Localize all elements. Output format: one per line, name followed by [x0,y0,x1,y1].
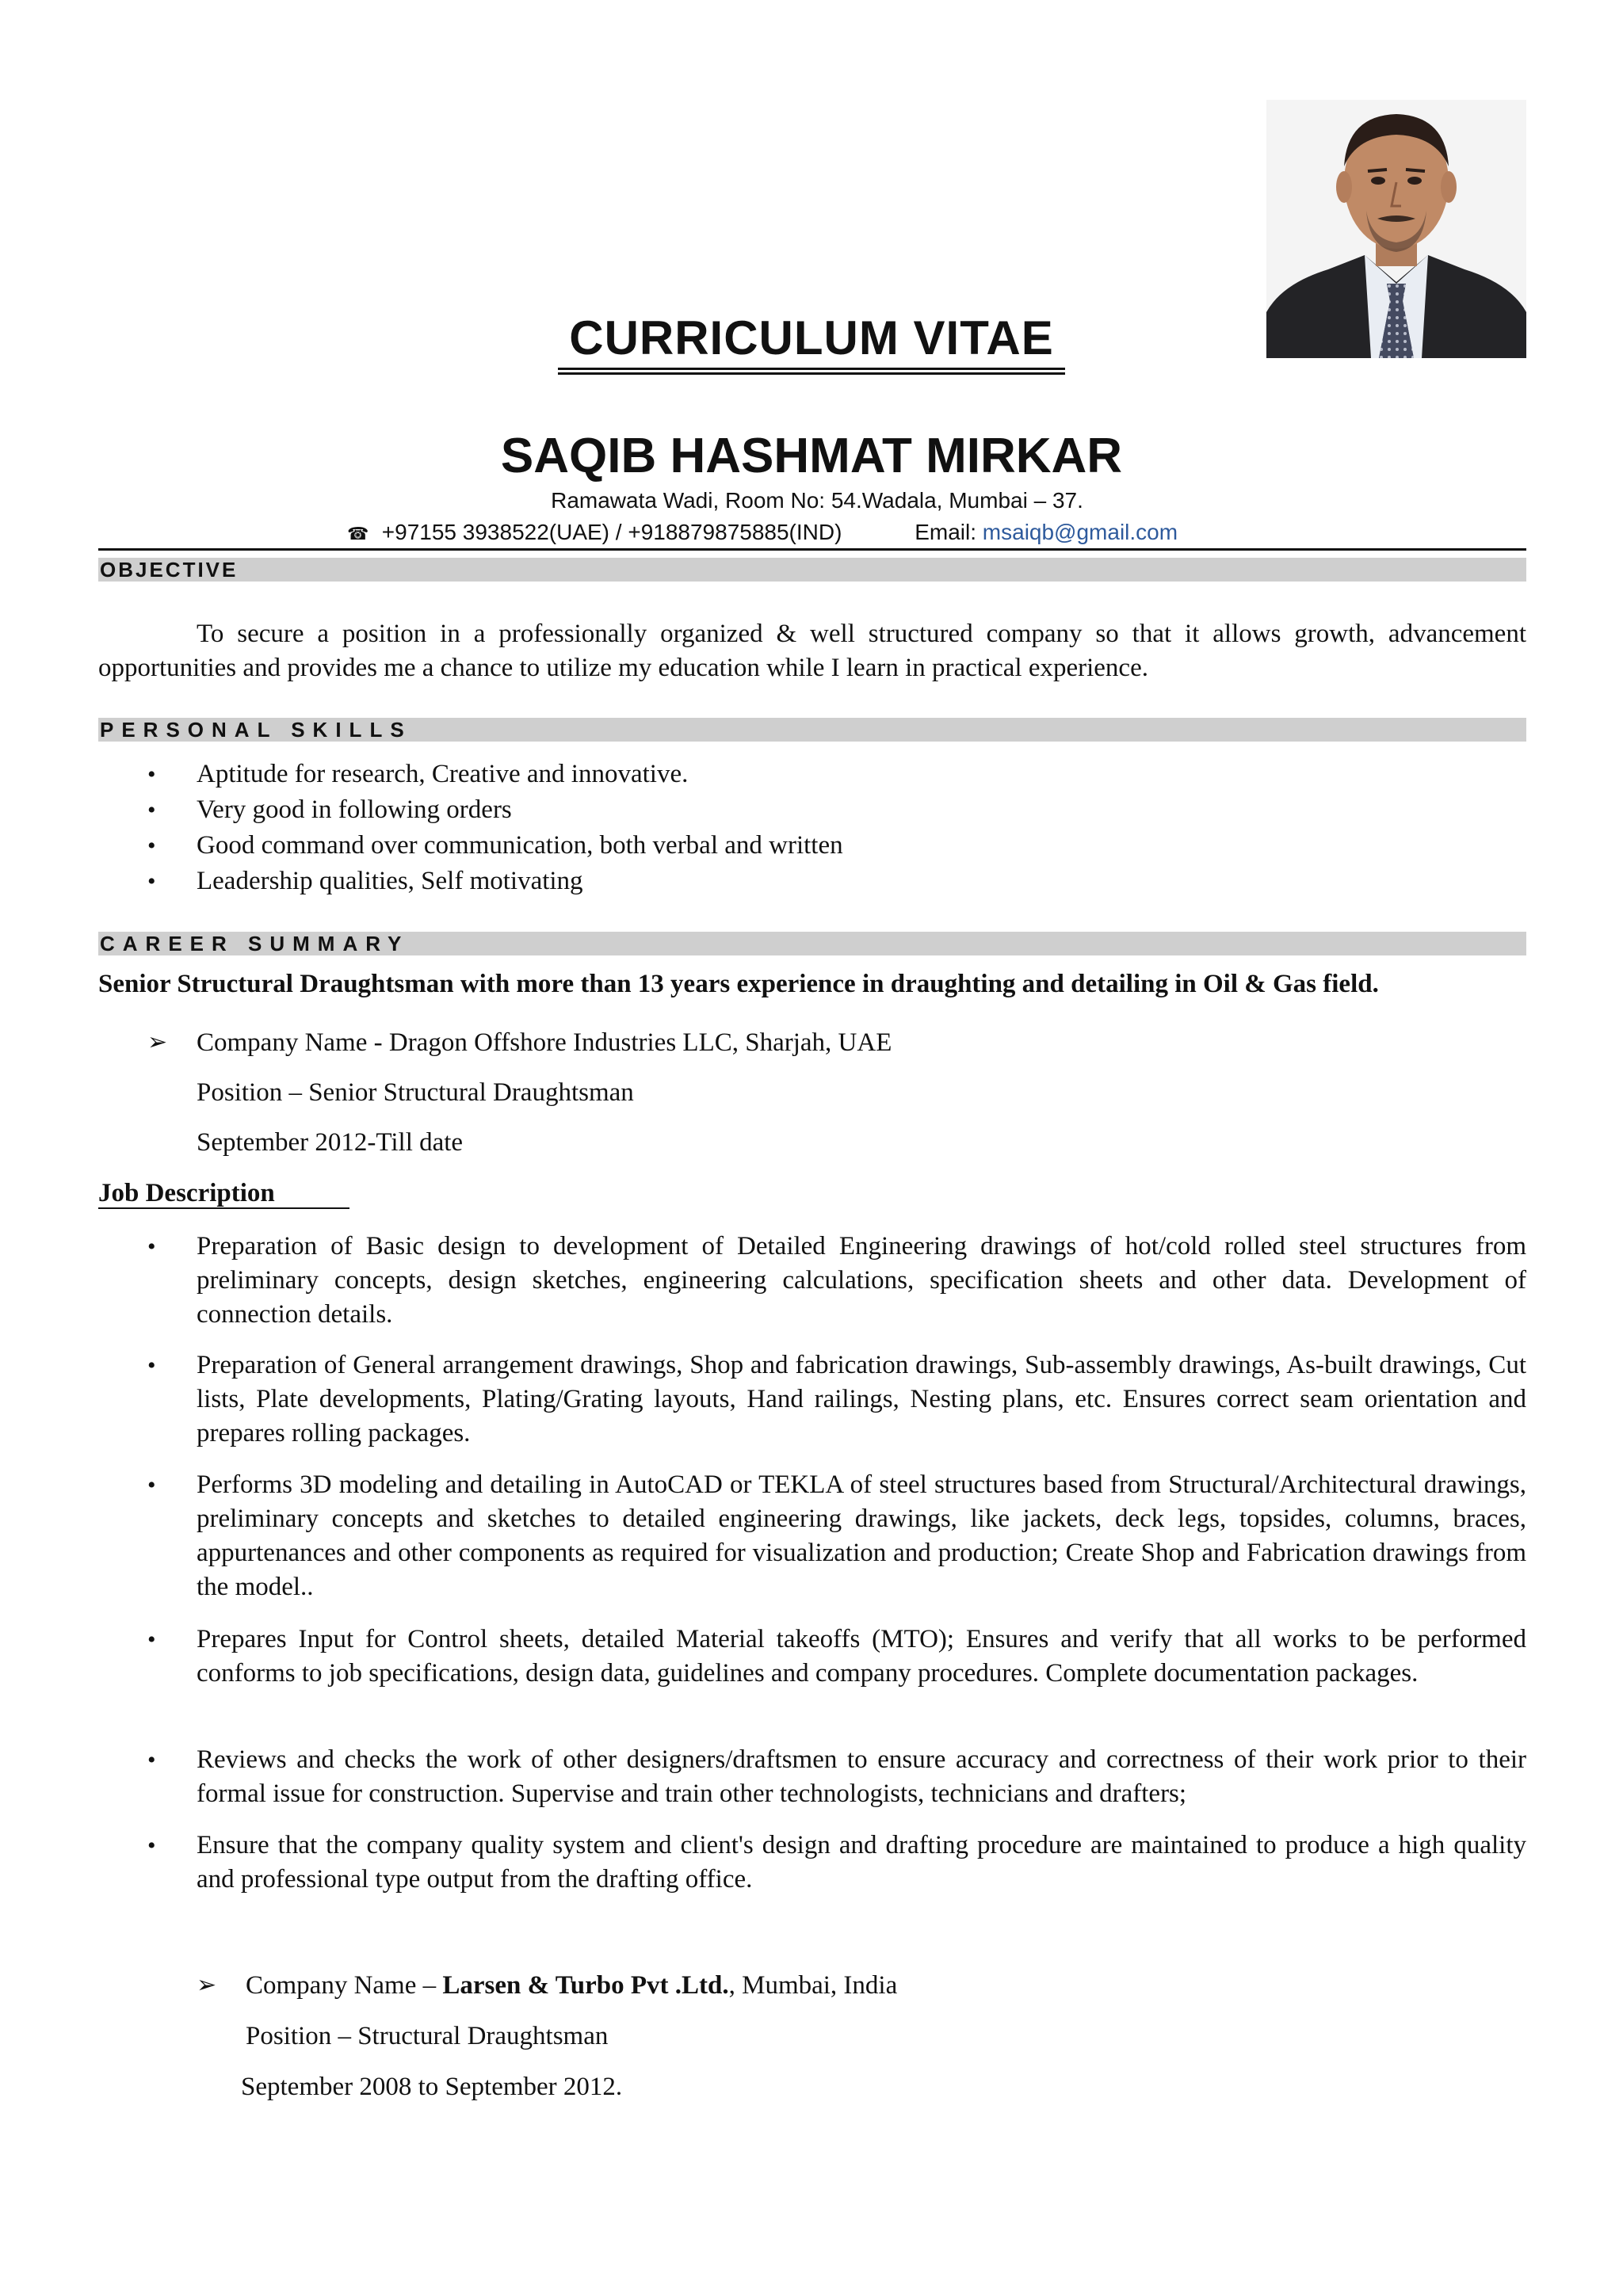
email-label: Email: [915,520,977,544]
skills-heading: PERSONAL SKILLS [100,718,412,742]
skills-heading-bar [98,718,1526,742]
objective-text: To secure a position in a professionally organized & well structured company so that it allows growth, advancement opportunities and provides me a chance to utilize my education while I learn in practical experience. [98,620,1526,682]
email-link[interactable]: msaiqb@gmail.com [982,520,1178,544]
career-heading-bar [98,932,1526,955]
career-headline: Senior Structural Draughtsman with more than 13 years experience in draughting and detailing in Oil & Gas field. [98,970,1379,998]
job2-position: Position – Structural Draughtsman [246,2022,609,2050]
career-heading: CAREER SUMMARY [100,932,410,955]
address: Ramawata Wadi, Room No: 54.Wadala, Mumbai – 37. [551,488,1083,513]
skill-item: • Leadership qualities, Self motivating [98,864,1526,899]
job1-period: September 2012-Till date [197,1128,464,1157]
job2-company-name: Larsen & Turbo Pvt .Ltd. [442,1971,729,2000]
skill-item: • Good command over communication, both verbal and written [98,828,1526,864]
arrow-bullet-icon: ➢ [197,1971,217,1999]
skill-item: • Aptitude for research, Creative and innovative. [98,757,1526,792]
duty-item: • Preparation of General arrangement drawings, Shop and fabrication drawings, Sub-assembly drawings, As-built drawings, Cut lists, Plate developments, Plating/Grating layouts, Hand railings, Nesting plans, etc. Ensures correct seam orientation and prepares rolling packages. [98,1348,1526,1451]
objective-heading: OBJECTIVE [100,558,239,582]
duty-item: • Performs 3D modeling and detailing in AutoCAD or TEKLA of steel structures based from Structural/Architectural drawings, preliminary concepts and sketches to detailed engineering drawings, like jackets, deck legs, topsides, columns, braces, appurtenances and other components as required for visualization and production; Create Shop and Fabrication drawings from the model.. [98,1468,1526,1604]
objective-heading-bar [98,558,1526,582]
job2-company [246,1971,897,2000]
duty-item: • Prepares Input for Control sheets, detailed Material takeoffs (MTO); Ensures and verify that all works to be performed conforms to job specifications, design data, guidelines and company procedures. Complete documentation packages. [98,1623,1526,1691]
skill-item: • Very good in following orders [98,792,1526,828]
job2-company-prefix: Company Name – [246,1971,443,2000]
job1-company: Company Name - Dragon Offshore Industries LLC, Sharjah, UAE [197,1028,892,1057]
duty-item: • Reviews and checks the work of other designers/draftsmen to ensure accuracy and correctness of their work prior to their formal issue for construction. Supervise and train other technologists, technicians and drafters; [98,1743,1526,1811]
contact-line [347,520,1178,545]
document-title [0,311,1623,365]
phone-numbers: +97155 3938522(UAE) / +918879875885(IND) [381,520,842,544]
job2-period: September 2008 to September 2012. [241,2073,623,2101]
duty-item: • Ensure that the company quality system and client's design and drafting procedure are maintained to produce a high quality and professional type output from the drafting office. [98,1829,1526,1897]
job1-position: Position – Senior Structural Draughtsman [197,1078,634,1107]
phone-icon: ☎ [347,524,369,543]
candidate-name: SAQIB HASHMAT MIRKAR [500,429,1123,483]
document-title-text: CURRICULUM VITAE [558,311,1065,375]
arrow-bullet-icon: ➢ [147,1028,168,1056]
header-divider [98,548,1526,551]
job-description-heading-text: Job Description [98,1179,349,1209]
skills-list [98,757,1526,899]
job2-company-suffix: , Mumbai, India [728,1971,898,2000]
duty-item: • Preparation of Basic design to development of Detailed Engineering drawings of hot/cold rolled steel structures from preliminary concepts, design sketches, engineering calculations, specification sheets and other data. Development of connection details. [98,1230,1526,1332]
job-description-heading [98,1179,349,1208]
